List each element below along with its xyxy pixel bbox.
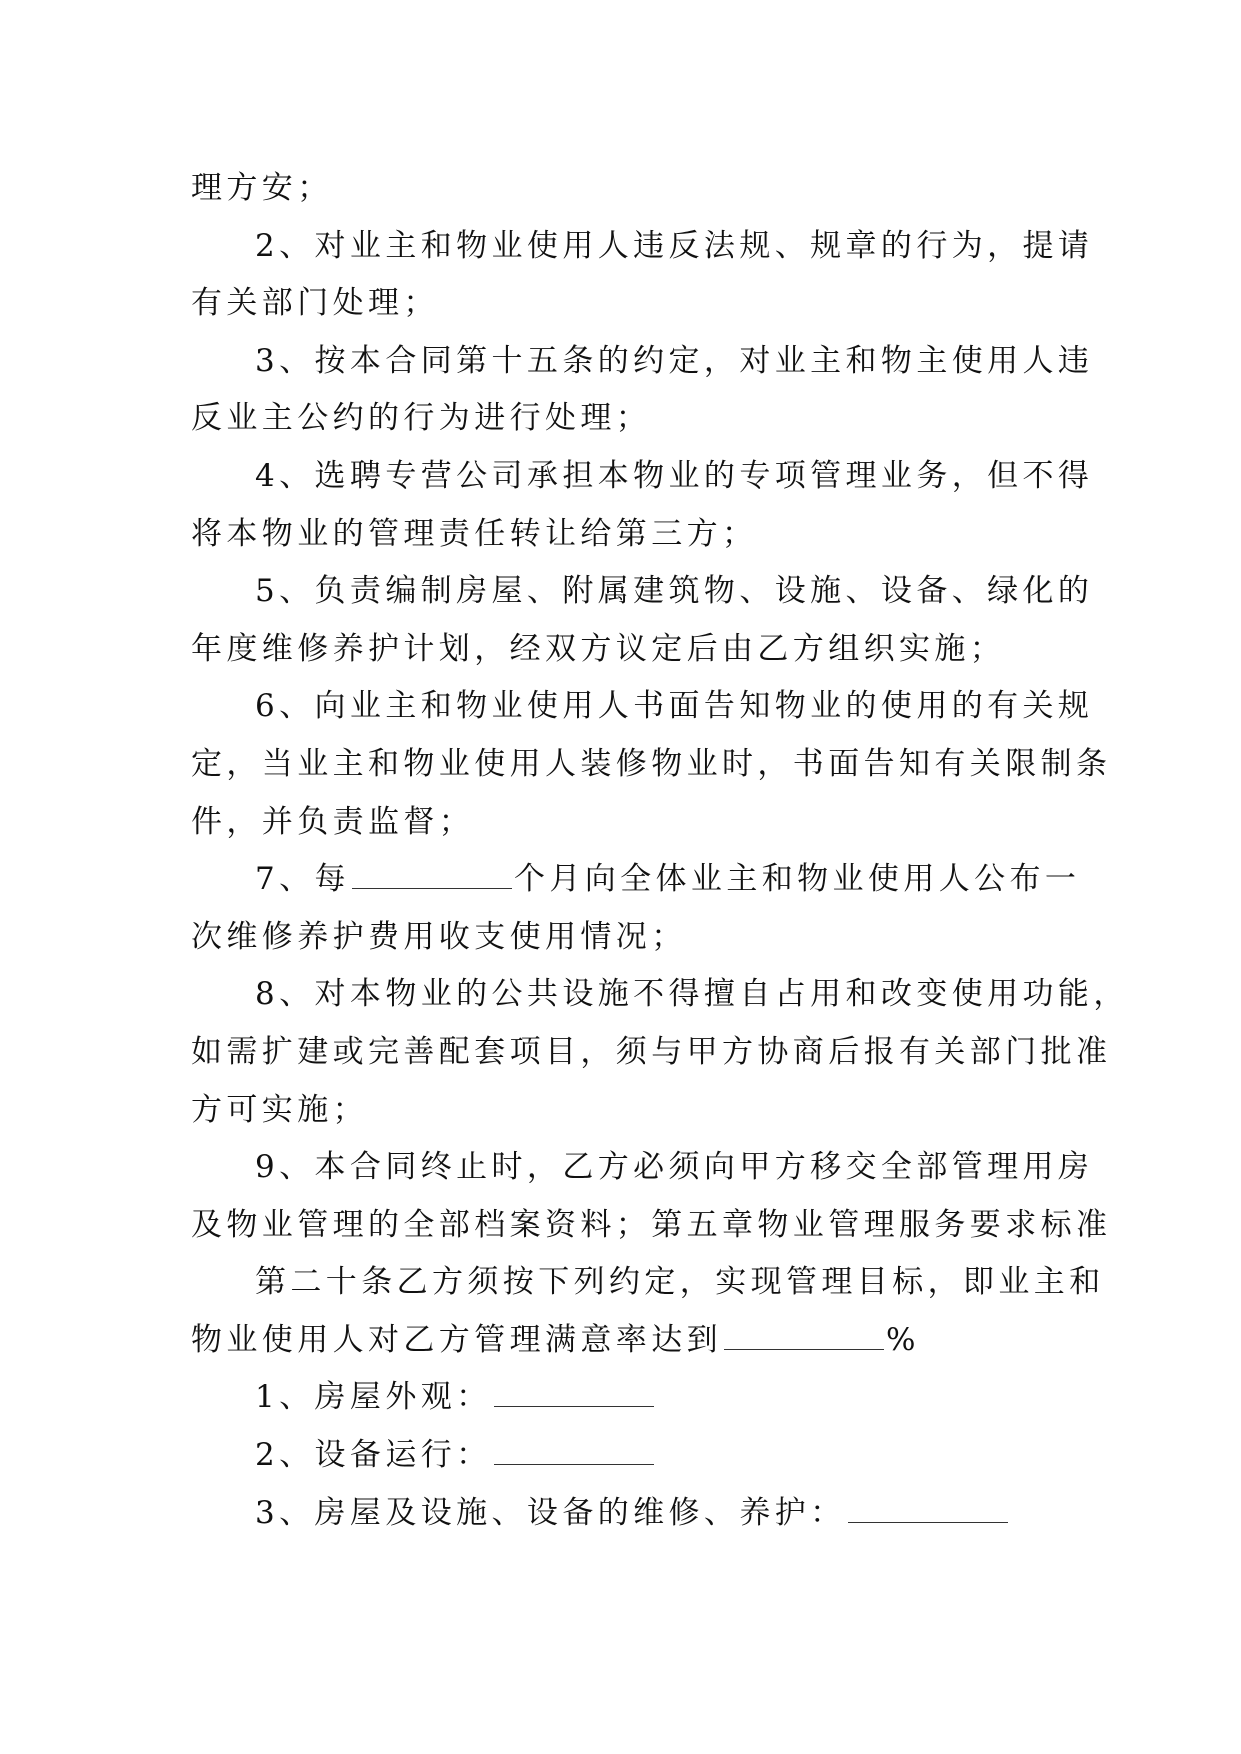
text-line — [191, 851, 1081, 909]
text-line — [191, 448, 1094, 506]
text-line — [191, 1427, 1051, 1485]
fill-in-blank — [494, 1380, 654, 1407]
text-line — [191, 794, 1051, 852]
line-text: 9、本合同终止时，乙方必须向甲方移交全部管理用房 — [255, 1149, 1094, 1186]
fill-in-blank — [724, 1323, 884, 1350]
line-text: 反业主公约的行为进行处理； — [191, 400, 652, 437]
line-text: 8、对本物业的公共设施不得擅自占用和改变使用功能， — [255, 976, 1129, 1013]
text-line — [191, 390, 1051, 448]
line-text: 次维修养护费用收支使用情况； — [191, 918, 687, 955]
line-text: 定，当业主和物业使用人装修物业时，书面告知有关限制条 — [191, 745, 1112, 782]
line-text: 2、设备运行： — [255, 1437, 492, 1474]
text-line — [191, 678, 1094, 736]
line-text: 3、按本合同第十五条的约定，对业主和物主使用人违 — [255, 342, 1094, 379]
line-text: 2、对业主和物业使用人违反法规、规章的行为，提请 — [255, 227, 1094, 264]
line-text: 及物业管理的全部档案资料；第五章物业管理服务要求标准 — [191, 1206, 1112, 1243]
line-text: 6、向业主和物业使用人书面告知物业的使用的有关规 — [255, 688, 1094, 725]
text-line — [191, 333, 1094, 391]
line-text: % — [886, 1321, 920, 1358]
text-line — [191, 966, 1129, 1024]
text-line — [191, 160, 1051, 218]
text-line — [191, 736, 1112, 794]
line-text: 将本物业的管理责任转让给第三方； — [191, 515, 758, 552]
line-text: 第二十条乙方须按下列约定，实现管理目标，即业主和 — [255, 1264, 1105, 1301]
text-line — [191, 1082, 1051, 1140]
text-line — [191, 1024, 1112, 1082]
line-text: 件，并负责监督； — [191, 803, 475, 840]
text-line — [191, 506, 1051, 564]
line-text: 年度维修养护计划，经双方议定后由乙方组织实施； — [191, 630, 1006, 667]
line-text: 7、每 — [255, 861, 350, 898]
line-text: 5、负责编制房屋、附属建筑物、设施、设备、绿化的 — [255, 573, 1094, 610]
line-text: 1、房屋外观： — [255, 1379, 492, 1416]
text-line — [191, 1197, 1112, 1255]
text-line — [191, 1369, 1051, 1427]
text-line — [191, 563, 1094, 621]
document-body — [191, 160, 1129, 1542]
line-text: 3、房屋及设施、设备的维修、养护： — [255, 1494, 846, 1531]
fill-in-blank — [352, 862, 512, 889]
fill-in-blank — [494, 1438, 654, 1465]
text-line — [191, 1485, 1051, 1543]
line-text: 物业使用人对乙方管理满意率达到 — [191, 1321, 722, 1358]
line-text: 个月向全体业主和物业使用人公布一 — [513, 861, 1081, 898]
fill-in-blank — [848, 1496, 1008, 1523]
text-line — [191, 218, 1094, 276]
text-line — [191, 1312, 1051, 1370]
text-line — [191, 275, 1051, 333]
line-text: 有关部门处理； — [191, 285, 439, 322]
line-text: 方可实施； — [191, 1091, 368, 1128]
text-line — [191, 1139, 1094, 1197]
line-text: 理方安； — [191, 170, 333, 206]
text-line — [191, 621, 1051, 679]
line-text: 如需扩建或完善配套项目，须与甲方协商后报有关部门批准 — [191, 1033, 1112, 1070]
text-line — [191, 1254, 1105, 1312]
line-text: 4、选聘专营公司承担本物业的专项管理业务，但不得 — [255, 457, 1094, 494]
text-line — [191, 909, 1051, 967]
